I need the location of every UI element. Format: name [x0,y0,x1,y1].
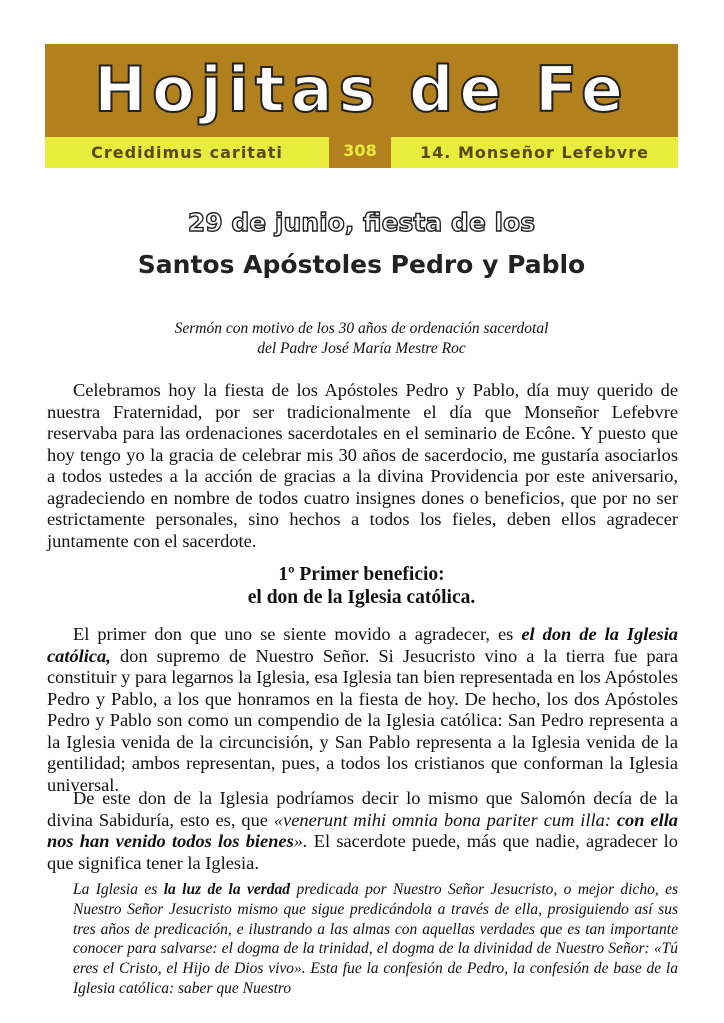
masthead-title: Hojitas de Fe [94,53,629,126]
masthead-motto: Credidimus caritati [91,143,283,162]
quote-text-a: La Iglesia es [73,881,164,898]
paragraph-1: Celebramos hoy la fiesta de los Apóstoles Pedro y Pablo, día muy querido de nuestra Fraternidad, por ser tradicionalmente el día que Monseñor Lefebvre reservaba para las ordenaciones sacerdotales en el seminario de Ecône. Y puesto que hoy tengo yo la gracia de celebrar mis 30 años de sacerdocio, me gustaría asociarlos a todos ustedes a la acción de gracias a la divina Providencia por este aniversario, agradeciendo en nombre de todos cuatro insignes dones o beneficios, que por no ser estrictamente personales, sino hechos a todos los fieles, deben ellos agradecer juntamente con el sacerdote. [47,380,678,551]
quote-text-c: predicada por Nuestro Señor Jesucristo, o mejor dicho, es Nuestro Señor Jesucristo mismo que sigue predicándola a través de ella, prosiguiendo así sus tres años de predicación, e ilustrando a las almas con aquellas verdades que es tan importante conocer para salvarse: el dogma de la trinidad, el dogma de la divinidad de Nuestro Señor: «Tú eres el Cristo, el Hijo de Dios vivo». Esta fue la confesión de Pedro, la confesión de base de la Iglesia católica: saber que Nuestro [73,881,679,997]
article-title-line1: 29 de junio, fiesta de los [187,208,536,237]
masthead-bar [45,137,678,168]
quote-emphasis: la luz de la verdad [163,881,291,898]
article-subtitle [45,319,678,359]
article-title-line2: Santos Apóstoles Pedro y Pablo [137,250,586,279]
masthead [45,44,678,168]
paragraph-3-emphasis: con ella nos han venido todos los bienes [47,809,679,851]
subtitle-line1: Sermón con motivo de los 30 años de ordenación sacerdotal [174,320,549,337]
paragraph-3-quote-close: ». [293,831,308,851]
section-heading-1 [45,563,678,609]
paragraph-2-text-a: El primer don que uno se siente movido a agradecer, es [73,624,522,644]
paragraph-2 [47,624,678,796]
paragraph-3 [47,788,678,874]
masthead-series: 14. Monseñor Lefebvre [420,143,649,162]
subtitle-line2: del Padre José María Mestre Roc [257,340,466,357]
section-heading-1-line2: el don de la Iglesia católica. [247,587,476,608]
paragraph-3-text-e: El sacerdote puede, más que nadie, agradecer lo que significa tener la Iglesia. [47,831,678,873]
block-quote [73,880,678,999]
issue-number: 308 [329,134,391,168]
paragraph-3-text-a: De este don de la Iglesia podríamos decir lo mismo que Salomón decía de la divina Sabiduría, esto es, que [47,788,678,830]
paragraph-2-emphasis: el don de la Iglesia católica, [47,624,678,666]
paragraph-2-text-c: don supremo de Nuestro Señor. Si Jesucristo vino a la tierra fue para constituir y para legarnos la Iglesia, esa Iglesia tan bien representada en los Apóstoles Pedro y Pablo, a los que honramos en la fiesta de hoy. De hecho, los dos Apóstoles Pedro y Pablo son como un compendio de la Iglesia católica: San Pedro representa a la Iglesia venida de la circuncisión, y San Pablo representa a la Iglesia venida de la gentilidad; ambos representan, pues, a todos los cristianos que conforman la Iglesia universal. [47,645,678,795]
section-heading-1-line1: 1º Primer beneficio: [278,564,445,585]
paragraph-3-latin: «venerunt mihi omnia bona pariter cum illa: [273,809,617,830]
